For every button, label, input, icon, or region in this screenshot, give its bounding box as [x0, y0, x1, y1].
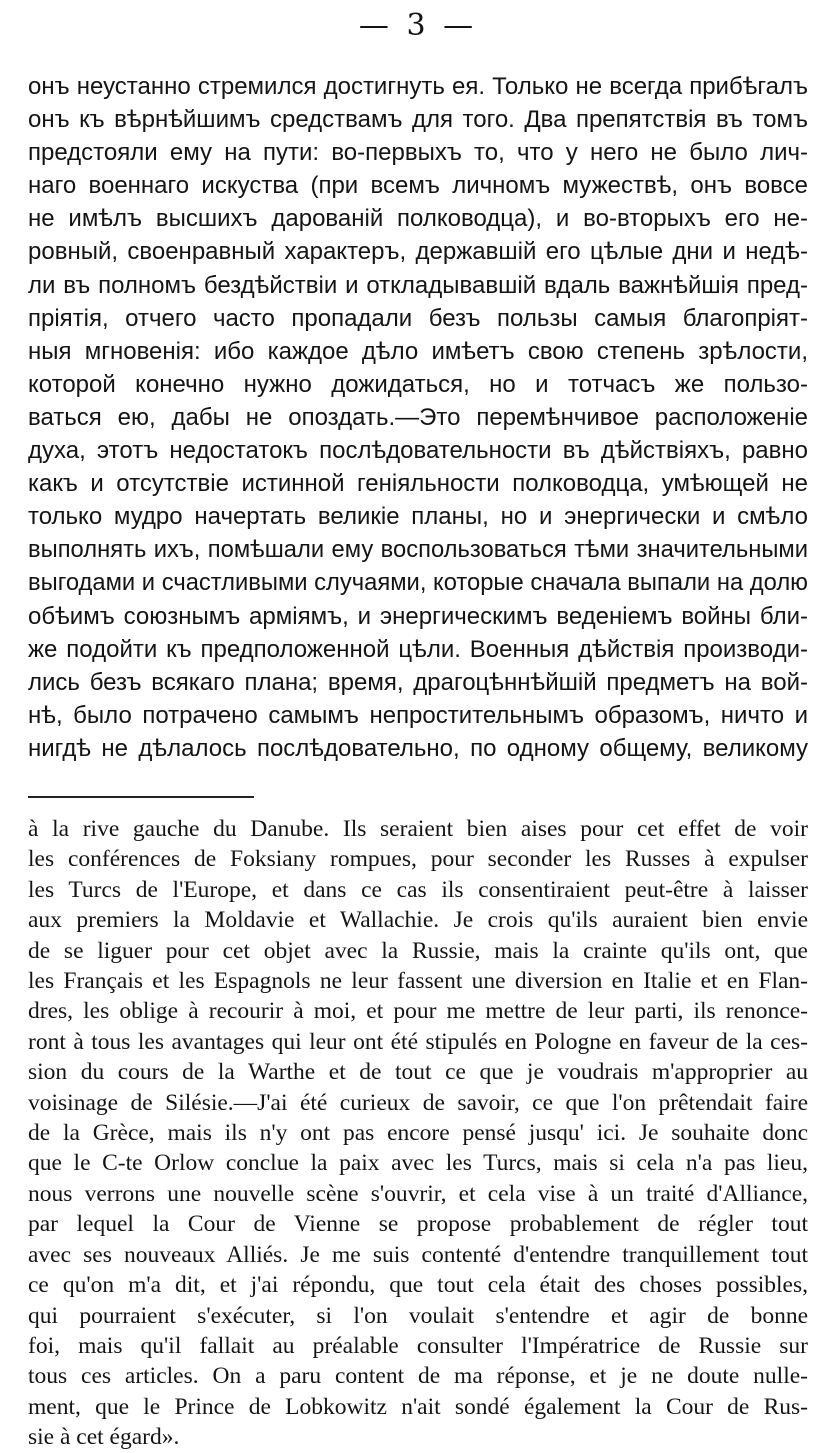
main-text-line: онъ неустанно стремился достигнуть ея. Только не всегда прибѣгалъ: [28, 73, 808, 100]
footnote-line: ment, que le Prince de Lobkowitz n'ait sondé également la Cour de Rus-: [28, 1393, 808, 1420]
main-text-line: нигдѣ не дѣлалось послѣдовательно, по одному общему, великому: [28, 734, 808, 762]
main-text-line: ли въ полномъ бездѣйствіи и откладывавшій вдаль важнѣйшія пред-: [28, 271, 808, 299]
footnote-line: les Français et les Espagnols ne leur fassent une diversion en Italie et en Flan-: [28, 968, 808, 995]
footnote-line: de se liguer pour cet objet avec la Russie, mais la crainte qu'ils ont, que: [28, 937, 808, 964]
footnote-line: voisinage de Silésie.—J'ai été curieux de savoir, ce que l'on prêtendait faire: [28, 1089, 808, 1116]
footnote-line: ront à tous les avantages qui leur ont été stipulés en Pologne en faveur de la ces-: [28, 1028, 808, 1055]
footnote-block: [28, 814, 808, 1453]
main-text-line: же подойти къ предположенной цѣли. Военныя дѣйствія производи-: [28, 635, 808, 663]
footnote-line: foi, mais qu'il fallait au préalable consulter l'Impératrice de Russie sur: [28, 1332, 808, 1359]
main-text-line: которой конечно нужно дожидаться, но и тотчасъ же пользо-: [28, 370, 808, 398]
footnote-line: ce qu'on m'a dit, et j'ai répondu, que tout cela était des choses possibles,: [28, 1272, 808, 1299]
footnote-line: par lequel la Cour de Vienne se propose probablement de régler tout: [28, 1211, 808, 1238]
footnote-line: les Turcs de l'Europe, et dans ce cas ils consentiraient peut-être à laisser: [28, 876, 808, 903]
footnote-line: sie à cet égard».: [28, 1424, 180, 1451]
footnote-line: avec ses nouveaux Alliés. Je me suis contenté d'entendre tranquillement tout: [28, 1241, 808, 1268]
footnote-line: que le C-te Orlow conclue la paix avec les Turcs, mais si cela n'a pas lieu,: [28, 1150, 808, 1177]
footnote-line: qui pourraient s'exécuter, si l'on voulait s'entendre et agir de bonne: [28, 1302, 808, 1329]
footnote-line: nous verrons une nouvelle scène s'ouvrir, et cela vise à un traité d'Alliance,: [28, 1180, 808, 1207]
footnote-line: à la rive gauche du Danube. Ils seraient bien aises pour cet effet de voir: [28, 816, 808, 842]
main-text-line: выгодами и счастливыми случаями, которые сначала выпали на долю: [28, 569, 808, 597]
main-text-line: ваться ею, дабы не опоздать.—Это перемѣнчивое расположеніе: [28, 403, 808, 431]
footnote-divider: [28, 796, 254, 798]
main-text-line: ровный, своенравный характеръ, державшій его цѣлые дни и недѣ-: [28, 238, 808, 266]
footnote-line: sion du cours de la Warthe et de tout ce que je voudrais m'approprier au: [28, 1059, 808, 1086]
main-text-line: пріятія, отчего часто пропадали безъ пользы самыя благопріят-: [28, 304, 808, 332]
footnote-line: tous ces articles. On a paru content de ma réponse, et je ne doute nulle-: [28, 1363, 808, 1390]
main-text-line: только мудро начертать великіе планы, но и энергически и смѣло: [28, 503, 808, 531]
main-text-line: нѣ, было потрачено самымъ непростительнымъ образомъ, ничто и: [28, 701, 808, 729]
page-number: — 3 —: [358, 8, 478, 43]
footnote-line: de la Grèce, mais ils n'y ont pas encore pensé jusqu' ici. Je souhaite donc: [28, 1120, 808, 1147]
footnote-line: aux premiers la Moldavie et Wallachie. Je crois qu'ils auraient bien envie: [28, 907, 808, 934]
main-text-line: ныя мгновенія: ибо каждое дѣло имѣетъ свою степень зрѣлости,: [28, 337, 808, 365]
footnote-line: les conférences de Foksiany rompues, pour seconder les Russes à expulser: [28, 846, 808, 873]
main-text-line: обѣимъ союзнымъ арміямъ, и энергическимъ веденіемъ войны бли-: [28, 602, 808, 630]
main-text-line: какъ и отсутствіе истинной геніяльности полководца, умѣющей не: [28, 470, 808, 498]
main-text-line: предстояли ему на пути: во-первыхъ то, что у него не было лич-: [28, 139, 808, 167]
main-text-line: духа, этотъ недостатокъ послѣдовательности въ дѣйствіяхъ, равно: [28, 437, 808, 465]
footnote-line: dres, les oblige à recourir à moi, et pour me mettre de leur parti, ils renonce-: [28, 998, 808, 1025]
main-text-block: [28, 70, 808, 765]
main-text-line: наго военнаго искуства (при всемъ личномъ мужествѣ, онъ вовсе: [28, 172, 808, 200]
main-text-line: лись безъ всякаго плана; время, драгоцѣннѣйшій предметъ на вой-: [28, 668, 808, 696]
main-text-line: не имѣлъ высшихъ дарованій полководца), и во-вторыхъ его не-: [28, 205, 808, 233]
main-text-line: онъ къ вѣрнѣйшимъ средствамъ для того. Два препятствія въ томъ: [28, 106, 808, 134]
main-text-line: выполнять ихъ, помѣшали ему воспользоваться тѣми значительными: [28, 536, 808, 564]
